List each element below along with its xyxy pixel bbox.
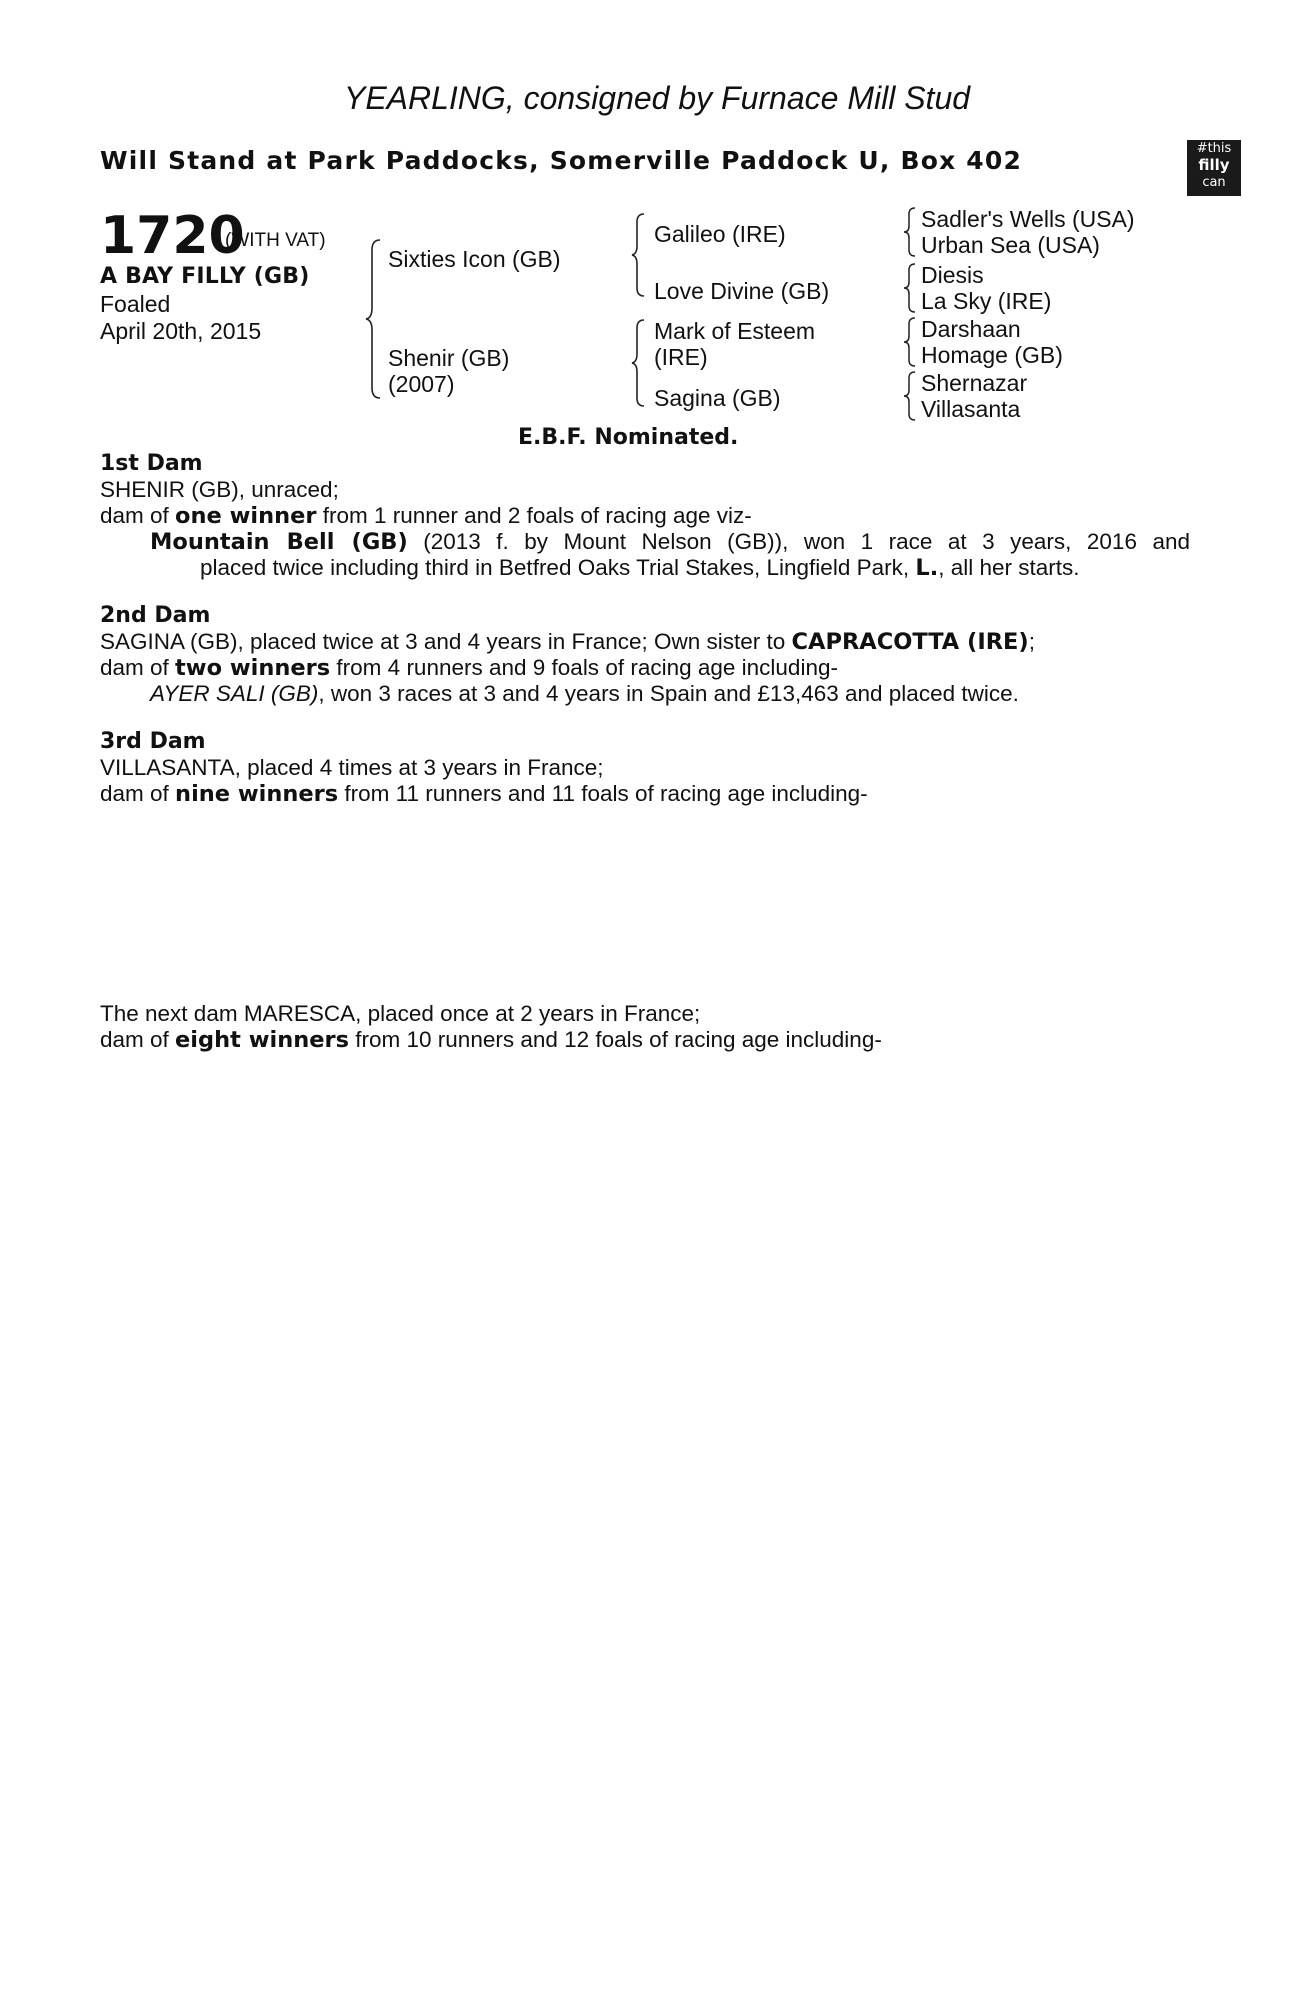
dam-sire-country: (IRE) [654,344,708,370]
page-title: YEARLING, consigned by Furnace Mill Stud [343,80,971,116]
vat-note: (WITH VAT) [225,230,326,251]
pedigree-brace-g3-2 [902,262,918,314]
pedigree-brace-gen1 [364,238,384,400]
winner-count: one winner [175,503,317,529]
winner-count: two winners [175,655,331,681]
pedigree-g4: Sadler's Wells (USA) [921,206,1135,232]
horse-description: A BAY FILLY (GB) [100,264,310,289]
text: dam of [100,1027,176,1052]
pedigree-brace-sire [630,212,648,298]
foaled-date: April 20th, 2015 [100,318,262,344]
pedigree-g4: Urban Sea (USA) [921,232,1100,258]
third-dam-line: VILLASANTA, placed 4 times at 3 years in France; [100,755,604,780]
horse-name: AYER SALI (GB) [150,681,319,706]
lot-number: 1720 [100,206,245,266]
progeny-entry-cont [200,555,1080,582]
second-dam-title: 2nd Dam [100,603,211,628]
race-grade: L. [915,555,939,581]
pedigree-g4: La Sky (IRE) [921,288,1052,314]
sire-sire: Galileo (IRE) [654,221,786,247]
text: from 4 runners and 9 foals of racing age including- [330,655,838,680]
text: dam of [100,655,176,680]
first-dam-title: 1st Dam [100,451,203,476]
pedigree-g4: Diesis [921,262,984,288]
first-dam-summary [100,503,752,530]
pedigree-brace-g3-4 [902,370,918,422]
dam-sire: Mark of Esteem [654,318,816,344]
dam-dam: Sagina (GB) [654,385,781,411]
horse-name: CAPRACOTTA (IRE) [791,629,1029,655]
second-dam-summary [100,655,838,682]
pedigree-brace-g3-3 [902,316,918,368]
text: SAGINA (GB), placed twice at 3 and 4 years in France; Own sister to [100,629,792,654]
text: , won 3 races at 3 and 4 years in Spain and £13,463 and placed twice. [318,681,1019,706]
dam-year: (2007) [388,371,455,397]
horse-name: Mountain Bell (GB) [150,529,408,555]
this-filly-can-logo [1187,140,1241,196]
dam: Shenir (GB) [388,345,510,371]
pedigree-brace-dam [630,318,648,408]
first-dam-line: SHENIR (GB), unraced; [100,477,339,502]
winner-count: nine winners [175,781,339,807]
next-dam-summary [100,1027,882,1054]
text: , all her starts. [938,555,1080,580]
logo-line: can [1202,175,1226,190]
ebf-nominated: E.B.F. Nominated. [518,425,739,450]
text: (2013 f. by Mount Nelson (GB)), won 1 race at 3 years, 2016 and [407,529,1190,554]
sale-location: Will Stand at Park Paddocks, Somerville Paddock U, Box 402 [100,146,1023,175]
text: from 11 runners and 11 foals of racing age including- [338,781,868,806]
third-dam-title: 3rd Dam [100,729,206,754]
text: placed twice including third in Betfred Oaks Trial Stakes, Lingfield Park, [200,555,916,580]
sire: Sixties Icon (GB) [388,246,561,272]
text: from 1 runner and 2 foals of racing age viz- [316,503,752,528]
text: dam of [100,503,176,528]
second-dam-line [100,629,1035,656]
progeny-entry [150,529,1190,556]
pedigree-brace-g3-1 [902,206,918,258]
text: ; [1028,629,1035,654]
winner-count: eight winners [175,1027,350,1053]
pedigree-g4: Villasanta [921,396,1021,422]
third-dam-summary [100,781,868,808]
text: from 10 runners and 12 foals of racing age including- [349,1027,882,1052]
logo-line: #this [1196,141,1232,156]
text: dam of [100,781,176,806]
logo-line: filly [1198,156,1230,174]
pedigree-g4: Homage (GB) [921,342,1063,368]
sire-dam: Love Divine (GB) [654,278,830,304]
next-dam-line: The next dam MARESCA, placed once at 2 years in France; [100,1001,701,1026]
pedigree-g4: Darshaan [921,316,1021,342]
foaled-label: Foaled [100,291,171,317]
progeny-entry [150,681,1019,707]
pedigree-g4: Shernazar [921,370,1028,396]
